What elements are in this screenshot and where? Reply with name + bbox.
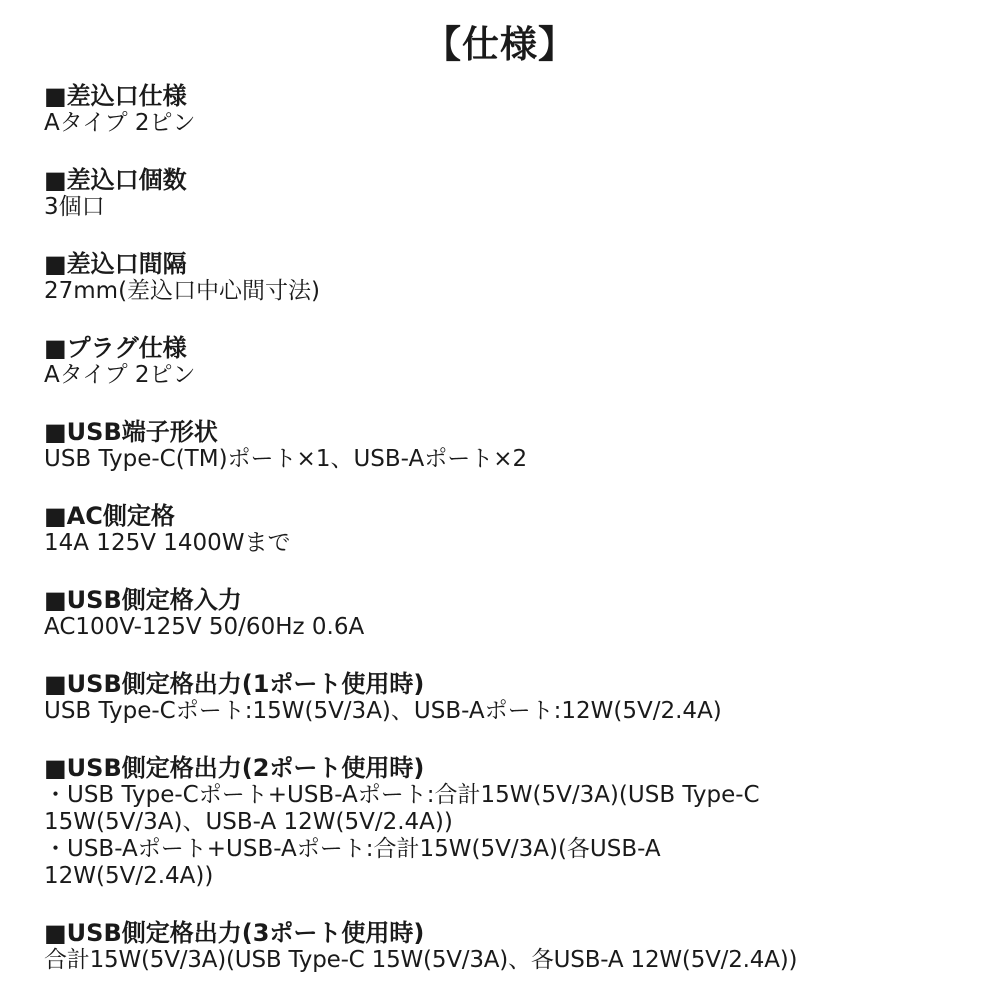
spec-heading: ■USB側定格出力(1ポート使用時): [44, 670, 425, 698]
spec-value: Aタイプ 2ピン: [44, 362, 196, 388]
spec-heading: ■差込口仕様: [44, 82, 187, 110]
spec-section-usb-output-1port: [44, 670, 984, 725]
spec-section-usb-output-3port: [44, 919, 984, 974]
spec-value: Aタイプ 2ピン: [44, 110, 196, 136]
spec-value: USB Type-Cポート:15W(5V/3A)、USB-Aポート:12W(5V/2.4A): [44, 698, 722, 724]
spec-value: 合計15W(5V/3A)(USB Type-C 15W(5V/3A)、各USB-A 12W(5V/2.4A)): [44, 947, 798, 973]
spec-heading: ■差込口個数: [44, 166, 187, 194]
spec-section-usb-input: [44, 586, 984, 641]
spec-section-ac-rating: [44, 502, 984, 557]
spec-value: ・USB-Aポート+USB-Aポート:合計15W(5V/3A)(各USB-A: [44, 836, 661, 862]
spec-value: AC100V-125V 50/60Hz 0.6A: [44, 614, 365, 640]
spec-value: 27mm(差込口中心間寸法): [44, 278, 321, 304]
spec-section-plug-type: [44, 334, 984, 389]
spec-section-usb-ports: [44, 418, 984, 473]
spec-section-outlet-type: [44, 82, 984, 137]
spec-heading: ■USB側定格入力: [44, 586, 242, 614]
spec-value: 12W(5V/2.4A)): [44, 863, 214, 889]
page-title: 【仕様】: [424, 23, 576, 66]
spec-heading: ■USB側定格出力(3ポート使用時): [44, 919, 425, 947]
spec-list: [44, 82, 984, 974]
spec-heading: ■プラグ仕様: [44, 334, 187, 362]
spec-section-outlet-spacing: [44, 250, 984, 305]
spec-heading: ■USB端子形状: [44, 418, 218, 446]
spec-value: ・USB Type-Cポート+USB-Aポート:合計15W(5V/3A)(USB Type-C: [44, 782, 760, 808]
spec-value: 3個口: [44, 194, 105, 220]
spec-value: USB Type-C(TM)ポート×1、USB-Aポート×2: [44, 446, 528, 472]
spec-section-outlet-count: [44, 166, 984, 221]
spec-value: 14A 125V 1400Wまで: [44, 530, 291, 556]
spec-section-usb-output-2port: [44, 754, 984, 890]
spec-value: 15W(5V/3A)、USB-A 12W(5V/2.4A)): [44, 809, 453, 835]
spec-heading: ■AC側定格: [44, 502, 175, 530]
spec-heading: ■差込口間隔: [44, 250, 187, 278]
spec-heading: ■USB側定格出力(2ポート使用時): [44, 754, 425, 782]
